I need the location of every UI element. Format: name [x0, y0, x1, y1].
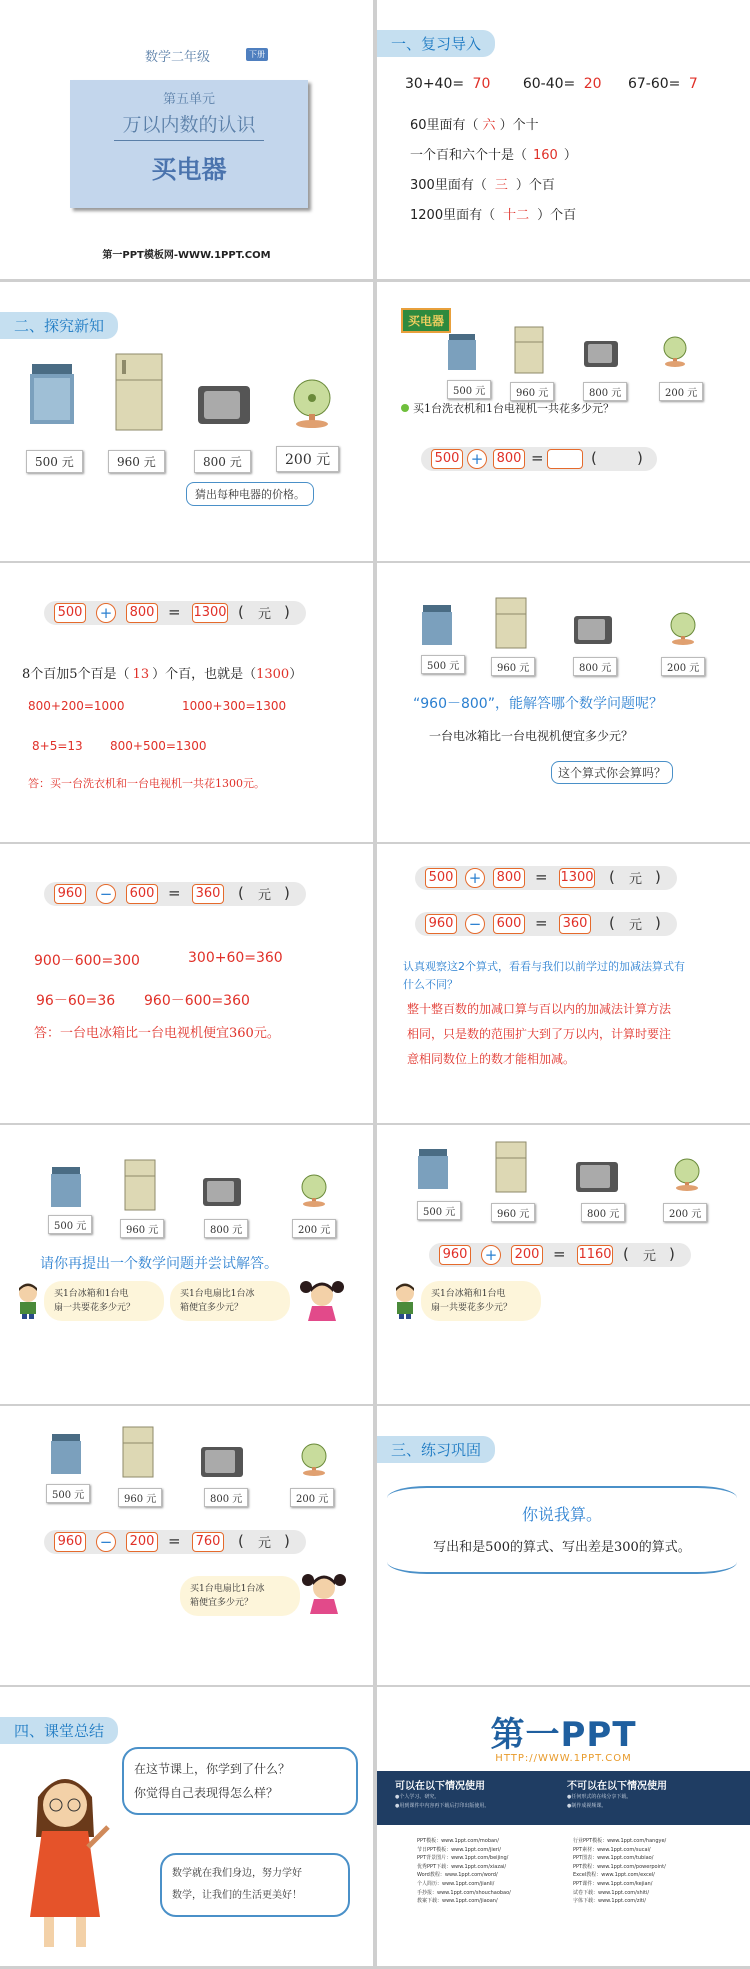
- links-left: [417, 1837, 511, 1906]
- links-right: [573, 1837, 666, 1906]
- practice-card: [387, 1486, 737, 1574]
- plus-icon: +: [467, 449, 487, 469]
- review-row: [405, 76, 698, 92]
- forbidden-item: ●任何形式的在线分享下载。: [567, 1794, 632, 1800]
- price-washer: 500 元: [48, 1215, 92, 1234]
- question-heading: “960－800”，能解答哪个数学问题呢？: [413, 696, 663, 712]
- price-fan: 200 元: [661, 657, 705, 676]
- result-box: 1300: [192, 603, 228, 623]
- hint-bubble: 猜出每种电器的价格。: [186, 482, 314, 506]
- message-bubble: [160, 1853, 350, 1917]
- minuend-box: 960: [425, 914, 457, 934]
- slide-title[interactable]: [0, 0, 373, 279]
- forbidden-heading: 不可以在以下情况使用: [567, 1781, 667, 1792]
- price-tv: 800 元: [204, 1488, 248, 1507]
- unit-title: 万以内数的认识: [122, 114, 256, 136]
- price-tv: 800 元: [583, 382, 627, 401]
- unit-label: 元: [643, 1249, 657, 1264]
- equation-bar: [429, 1243, 691, 1267]
- price-fridge: 960 元: [108, 450, 165, 473]
- paren-open: (: [609, 914, 615, 932]
- calc-step: 8+5=13: [32, 739, 83, 753]
- fan-image: [298, 1173, 330, 1213]
- unit-label: 元: [258, 888, 272, 903]
- washer-image: [50, 1165, 82, 1213]
- teacher-avatar: [20, 1767, 110, 1961]
- calc-step: 800+200=1000: [28, 699, 125, 713]
- fan-image: [671, 1157, 703, 1197]
- minus-icon: −: [465, 914, 485, 934]
- slide-question-one[interactable]: [377, 1125, 750, 1404]
- addend-box: 800: [126, 603, 158, 623]
- brand-url: HTTP://WWW.1PPT.COM: [495, 1753, 632, 1764]
- usage-banner: [377, 1771, 750, 1825]
- price-tv: 800 元: [204, 1219, 248, 1238]
- link-item[interactable]: 优秀PPT下载：www.1ppt.com/xiazai/: [417, 1863, 507, 1870]
- price-washer: 500 元: [26, 450, 83, 473]
- question-line: 认真观察这2个算式，看看与我们以前学过的加减法算式有: [403, 960, 685, 973]
- paren-open: (: [238, 1532, 244, 1550]
- paren-close: ): [637, 449, 643, 467]
- reflection-question: 你觉得自己表现得怎么样？: [134, 1786, 279, 1800]
- fridge-image: [114, 352, 164, 436]
- tv-image: [202, 1177, 242, 1213]
- equation-bar: [421, 447, 657, 471]
- allowed-heading: 可以在以下情况使用: [395, 1781, 485, 1792]
- tv-image: [583, 340, 619, 374]
- addend-box: 960: [439, 1245, 471, 1265]
- result-box: 360: [192, 884, 224, 904]
- slide-practice[interactable]: [377, 1406, 750, 1685]
- unit-label: 元: [258, 1536, 272, 1551]
- addend-box: 200: [511, 1245, 543, 1265]
- plus-icon: +: [96, 603, 116, 623]
- review-line: 60里面有（ 六 ）个十: [410, 118, 539, 133]
- answer-text: 答：一台电冰箱比一台电视机便宜360元。: [34, 1026, 280, 1041]
- fan-image: [667, 611, 699, 651]
- section-sign: 买电器: [401, 308, 451, 333]
- summary-line: 整十整百数的加减口算与百以内的加减法计算方法: [407, 1002, 672, 1016]
- washer-image: [421, 603, 453, 651]
- section-tag: 一、复习导入: [377, 30, 495, 57]
- paren-open: (: [609, 868, 615, 886]
- fan-image: [298, 1442, 330, 1482]
- minus-icon: −: [96, 884, 116, 904]
- answer: 70: [472, 76, 491, 92]
- allowed-item: ●用到课件中内容再下载后打印出版使用。: [395, 1803, 490, 1809]
- result-box: 760: [192, 1532, 224, 1552]
- question-bubble: 买1台冰箱和1台电 扇一共要花多少元？: [44, 1281, 164, 1321]
- link-item[interactable]: 试卷下载：www.1ppt.com/shiti/: [573, 1889, 650, 1896]
- review-line: 一个百和六个十是（ 160 ）: [410, 148, 577, 163]
- result-box[interactable]: [547, 449, 583, 469]
- site-credit: 第一PPT模板网-WWW.1PPT.COM: [102, 250, 271, 261]
- link-item[interactable]: PPT课件：www.1ppt.com/kejian/: [573, 1880, 653, 1887]
- price-fridge: 960 元: [510, 382, 554, 401]
- link-item[interactable]: PPT模板：www.1ppt.com/moban/: [417, 1838, 499, 1844]
- link-item[interactable]: PPT素材：www.1ppt.com/sucai/: [573, 1846, 651, 1853]
- question-bubble: 买1台冰箱和1台电 扇一共要花多少元？: [421, 1281, 541, 1321]
- boy-avatar: [391, 1283, 419, 1323]
- question-line: 什么不同？: [403, 978, 458, 991]
- summary-line: 意相同数位上的数才能相加减。: [407, 1052, 576, 1066]
- calc-step: 900－600=300: [34, 953, 140, 969]
- slide-subtraction-question[interactable]: [377, 563, 750, 842]
- price-tv: 800 元: [573, 657, 617, 676]
- boy-avatar: [14, 1283, 42, 1323]
- place-value-line: 8个百加5个百是（ 13 ）个百，也就是（1300）: [22, 667, 303, 682]
- result-box: 1160: [577, 1245, 613, 1265]
- paren-close: ): [655, 914, 661, 932]
- girl-avatar: [300, 1279, 344, 1327]
- result-box: 1300: [559, 868, 595, 888]
- price-tv: 800 元: [194, 450, 251, 473]
- subtrahend-box: 600: [493, 914, 525, 934]
- washer-image: [447, 332, 477, 376]
- paren-open: (: [238, 603, 244, 621]
- link-item[interactable]: 字体下载：www.1ppt.com/ziti/: [573, 1898, 646, 1905]
- fridge-image: [124, 1159, 156, 1215]
- link-item[interactable]: 行业PPT模板：www.1ppt.com/hangye/: [573, 1838, 667, 1844]
- reflection-bubble: [122, 1747, 358, 1815]
- equation-bar: [44, 1530, 306, 1554]
- subtrahend-box: 200: [126, 1532, 158, 1552]
- slide-review[interactable]: [377, 0, 750, 279]
- washer-image: [50, 1432, 82, 1480]
- lesson-title: 买电器: [151, 155, 227, 184]
- paren-close: ): [284, 884, 290, 902]
- price-washer: 500 元: [46, 1484, 90, 1503]
- fridge-image: [514, 326, 544, 378]
- unit-label: 元: [629, 918, 643, 933]
- brand-logo: 第一PPT: [490, 1715, 637, 1755]
- allowed-item: ●个人学习、研究。: [395, 1794, 440, 1800]
- plus-icon: +: [481, 1245, 501, 1265]
- paren-open: (: [623, 1245, 629, 1263]
- link-item[interactable]: Word教程：www.1ppt.com/word/: [417, 1872, 498, 1879]
- link-item[interactable]: 个人简历：www.1ppt.com/jianli/: [417, 1880, 495, 1887]
- unit-label: 第五单元: [162, 92, 215, 107]
- expr: 30+40=: [405, 76, 465, 92]
- price-washer: 500 元: [417, 1201, 461, 1220]
- addend-box: 500: [54, 603, 86, 623]
- price-washer: 500 元: [447, 380, 491, 399]
- fan-image: [288, 378, 334, 434]
- question-line: 一台电冰箱比一台电视机便宜多少元？: [429, 729, 634, 743]
- unit-label: 元: [258, 607, 272, 622]
- paren-open: (: [238, 884, 244, 902]
- tv-image: [575, 1161, 619, 1199]
- slide-explore[interactable]: [0, 282, 373, 561]
- plus-icon: +: [465, 868, 485, 888]
- price-fan: 200 元: [290, 1488, 334, 1507]
- equals-sign: =: [168, 1532, 181, 1550]
- washer-image: [417, 1147, 449, 1195]
- price-fridge: 960 元: [120, 1219, 164, 1238]
- tv-image: [196, 384, 252, 432]
- paren-open: (: [591, 449, 597, 467]
- equals-sign: =: [535, 868, 548, 886]
- minus-icon: −: [96, 1532, 116, 1552]
- equals-sign: =: [553, 1245, 566, 1263]
- paren-close: ): [284, 603, 290, 621]
- price-fan: 200 元: [292, 1219, 336, 1238]
- equals-sign: =: [531, 449, 544, 467]
- fridge-image: [122, 1426, 154, 1482]
- addend-box: 800: [493, 449, 525, 469]
- question-text: 买1台洗衣机和1台电视机一共花多少元？: [413, 402, 614, 415]
- price-fridge: 960 元: [491, 1203, 535, 1222]
- equation-bar: [44, 882, 306, 906]
- calc-step: 96－60=36: [36, 993, 116, 1009]
- slide-pose-question[interactable]: [0, 1125, 373, 1404]
- link-item[interactable]: 节日PPT模板：www.1ppt.com/jieri/: [417, 1846, 501, 1853]
- equals-sign: =: [168, 884, 181, 902]
- price-washer: 500 元: [421, 655, 465, 674]
- section-tag: 二、探究新知: [0, 312, 118, 339]
- minuend-box: 960: [54, 1532, 86, 1552]
- price-tv: 800 元: [581, 1203, 625, 1222]
- calc-step: 960－600=360: [144, 993, 250, 1009]
- addend-box: 500: [425, 868, 457, 888]
- price-fridge: 960 元: [491, 657, 535, 676]
- question-bubble: 买1台电扇比1台冰 箱便宜多少元？: [180, 1576, 300, 1616]
- answer: 20: [583, 76, 602, 92]
- calc-step: 800+500=1300: [110, 739, 207, 753]
- message-line: 数学，让我们的生活更美好！: [172, 1890, 302, 1901]
- tv-image: [200, 1446, 244, 1484]
- subtrahend-box: 600: [126, 884, 158, 904]
- calc-step: 1000+300=1300: [182, 699, 287, 713]
- expr: 67-60=: [627, 76, 681, 92]
- slide-compare[interactable]: [377, 844, 750, 1123]
- section-tag: 四、课堂总结: [0, 1717, 118, 1744]
- addend-box: 800: [493, 868, 525, 888]
- slide-credits[interactable]: [377, 1687, 750, 1966]
- slide-subtraction[interactable]: [0, 844, 373, 1123]
- slide-buy[interactable]: [377, 282, 750, 561]
- volume-badge: 下册: [246, 48, 268, 61]
- review-line: 300里面有（ 三 ）个百: [410, 178, 555, 193]
- reflection-question: 在这节课上，你学到了什么？: [134, 1762, 291, 1776]
- section-tag: 三、练习巩固: [377, 1436, 495, 1463]
- calc-step: 300+60=360: [188, 950, 283, 966]
- link-item[interactable]: Excel教程：www.1ppt.com/excel/: [573, 1872, 655, 1879]
- review-line: 1200里面有（ 十二 ）个百: [410, 208, 577, 223]
- tv-image: [573, 615, 613, 651]
- message-line: 数学就在我们身边，努力学好: [172, 1868, 302, 1879]
- price-fan: 200 元: [659, 382, 703, 401]
- slide-summary[interactable]: [0, 1687, 373, 1966]
- equation-bar: [44, 601, 306, 625]
- price-fridge: 960 元: [118, 1488, 162, 1507]
- link-item[interactable]: PPT图表：www.1ppt.com/tubiao/: [573, 1855, 654, 1862]
- price-fan: 200 元: [276, 446, 339, 472]
- link-item[interactable]: PPT背景图片：www.1ppt.com/beijing/: [417, 1855, 509, 1862]
- slide-question-two[interactable]: [0, 1406, 373, 1685]
- hint-bubble: 这个算式你会算吗？: [551, 761, 673, 784]
- price-fan: 200 元: [663, 1203, 707, 1222]
- prompt-text: 请你再提出一个数学问题并尝试解答。: [40, 1256, 278, 1272]
- expr: 60-40=: [522, 76, 576, 92]
- unit-label: 元: [629, 872, 643, 887]
- link-item[interactable]: 手抄报：www.1ppt.com/shouchaobao/: [417, 1889, 511, 1896]
- slide-addition[interactable]: [0, 563, 373, 842]
- fridge-image: [495, 597, 527, 653]
- equation-bar: [415, 866, 677, 890]
- paren-close: ): [284, 1532, 290, 1550]
- bullet-icon: [401, 404, 409, 412]
- question-bubble: 买1台电扇比1台冰 箱便宜多少元？: [170, 1281, 290, 1321]
- equation-bar: [415, 912, 677, 936]
- answer-text: 答：买一台洗衣机和一台电视机一共花1300元。: [28, 777, 265, 790]
- practice-body: 写出和是500的算式、写出差是300的算式。: [433, 1540, 691, 1555]
- addend-box: 500: [431, 449, 463, 469]
- grade-label: 数学二年级: [145, 50, 211, 65]
- fan-image: [661, 336, 689, 372]
- divider: [114, 140, 264, 141]
- paren-close: ): [655, 868, 661, 886]
- summary-line: 相同，只是数的范围扩大到了万以内，计算时要注: [407, 1027, 672, 1041]
- girl-avatar: [302, 1572, 346, 1620]
- answer: 7: [688, 76, 698, 92]
- fridge-image: [495, 1141, 527, 1197]
- link-item[interactable]: 教案下载：www.1ppt.com/jiaoan/: [417, 1898, 498, 1905]
- result-box: 360: [559, 914, 591, 934]
- washer-image: [28, 362, 76, 430]
- minuend-box: 960: [54, 884, 86, 904]
- practice-title: 你说我算。: [521, 1505, 602, 1524]
- forbidden-item: ●制作成视频课。: [567, 1803, 607, 1809]
- equals-sign: =: [535, 914, 548, 932]
- title-card: [70, 80, 308, 208]
- link-item[interactable]: PPT教程：www.1ppt.com/powerpoint/: [573, 1863, 666, 1870]
- paren-close: ): [669, 1245, 675, 1263]
- equals-sign: =: [168, 603, 181, 621]
